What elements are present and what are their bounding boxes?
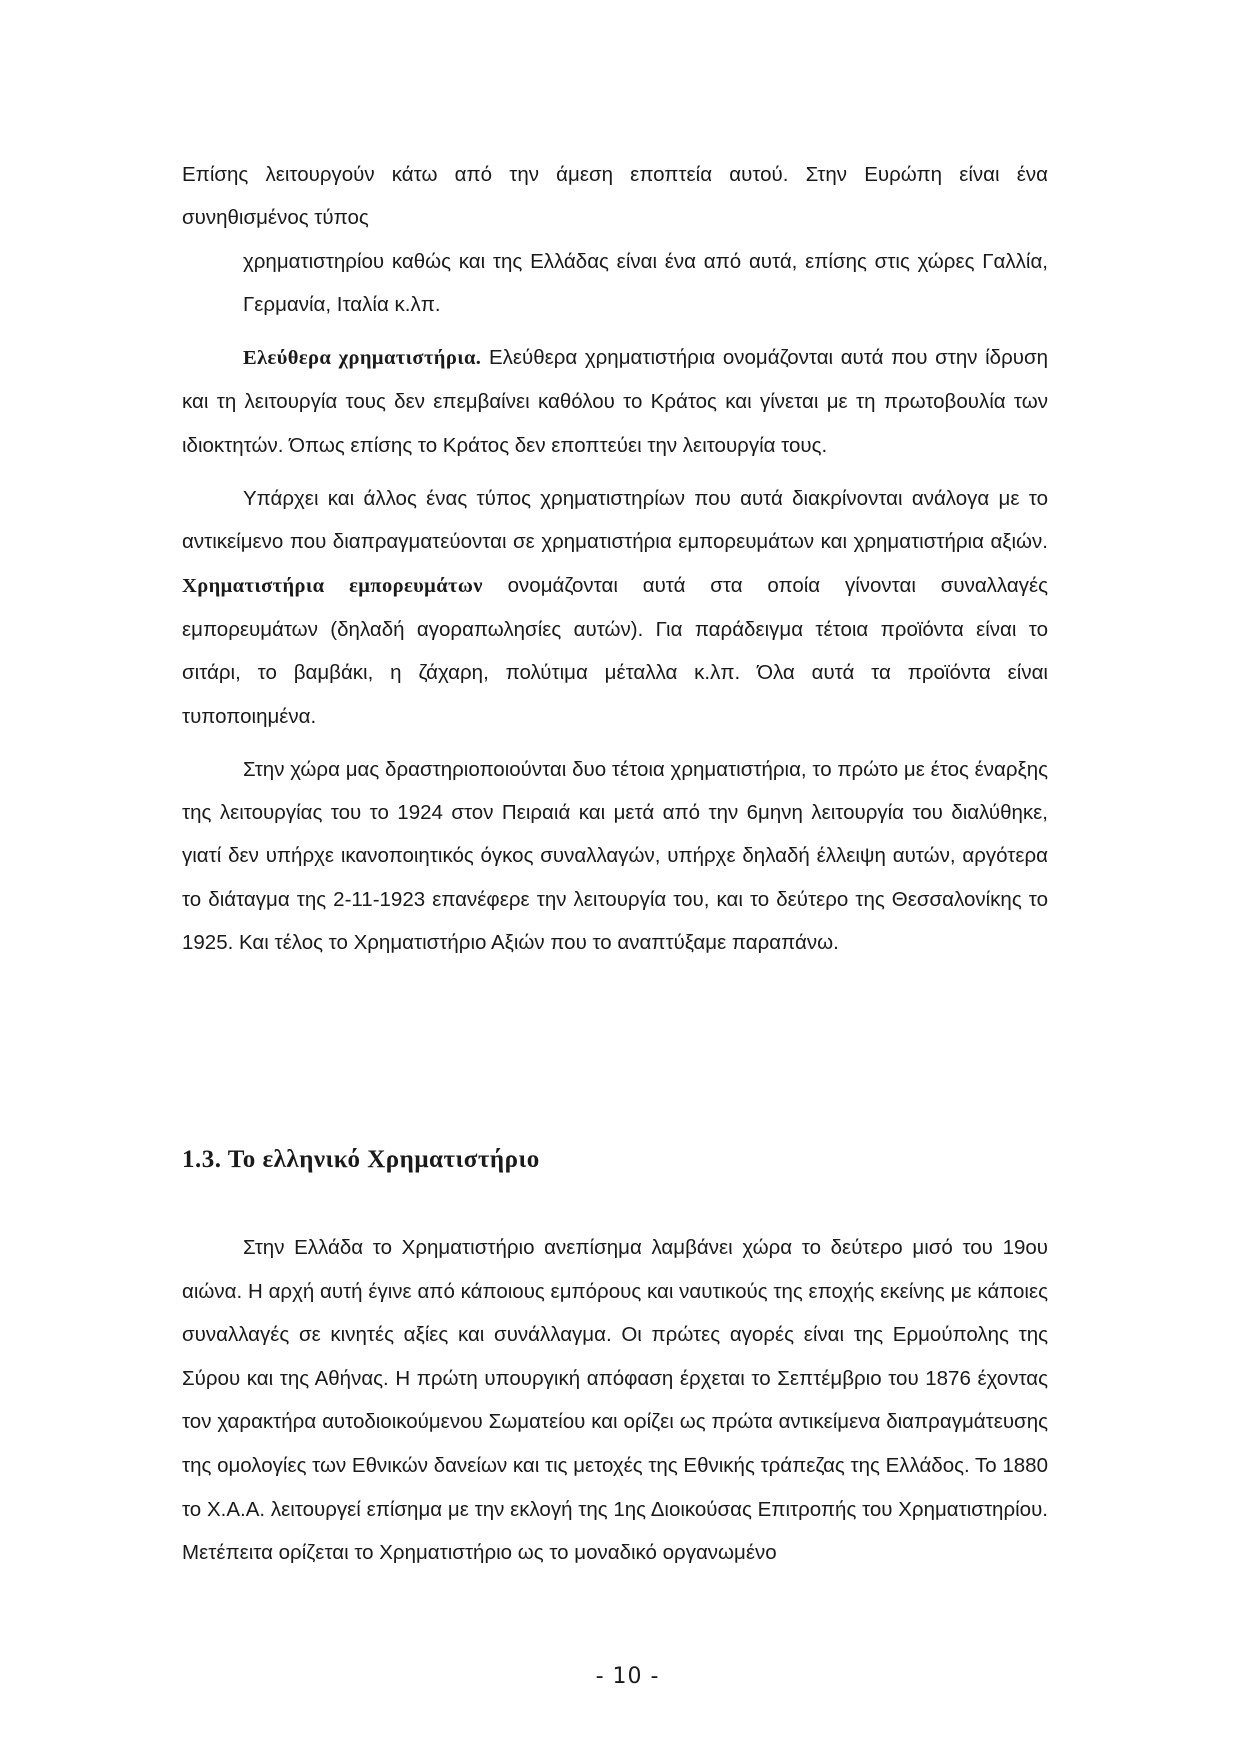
page-number: - 10 -: [595, 1664, 660, 1689]
paragraph-greek-exchange-history: Στην Ελλάδα το Χρηματιστήριο ανεπίσημα λαμβάνει χώρα το δεύτερο μισό του 19ου αιώνα. Η αρχή αυτή έγινε από κάποιους εμπόρους και ναυτικούς της εποχής εκείνης με κάποιες συναλλαγές σε κινητές αξίες και συνάλλαγμα. Οι πρώτες αγορές είναι της Ερμούπολης της Σύρου και της Αθήνας. Η πρώτη υπουργική απόφαση έρχεται το Σεπτέμβριο του 1876 έχοντας τον χαρακτήρα αυτοδιοικούμενου Σωματείου και ορίζει ως πρώτα αντικείμενα διαπραγμάτευσης της ομολογίες των Εθνικών δανείων και τις μετοχές της Εθνικής τράπεζας της Ελλάδος. Το 1880 το Χ.Α.Α. λειτουργεί επίσημα με την εκλογή της 1ης Διοικούσας Επιτροπής του Χρηματιστηρίου. Μετέπειτα ορίζεται το Χρηματιστήριο ως το μοναδικό οργανωμένο: [182, 1236, 1048, 1565]
document-body: [182, 153, 1048, 964]
paragraph-1-line-2: [182, 240, 1048, 327]
paragraph-free-exchanges: [182, 336, 1048, 467]
term-commodity-exchanges: Χρηματιστήρια εμπορευμάτων: [182, 574, 483, 597]
paragraph-commodity-exchanges-text-a: Υπάρχει και άλλος ένας τύπος χρηματιστηρίων που αυτά διακρίνονται ανάλογα με το αντικείμενο που διαπραγματεύονται σε χρηματιστήρια εμπορευμάτων και χρηματιστήρια αξιών.: [182, 487, 1048, 554]
paragraph-1-line-2-text: χρηματιστηρίου καθώς και της Ελλάδας είναι ένα από αυτά, επίσης στις χώρες Γαλλία, Γερμανία, Ιταλία κ.λπ.: [243, 249, 1048, 316]
paragraph-greek-exchanges: Στην χώρα μας δραστηριοποιούνται δυο τέτοια χρηματιστήρια, το πρώτο με έτος έναρξης της λειτουργίας του το 1924 στον Πειραιά και μετά από την 6μηνη λειτουργία του διαλύθηκε, γιατί δεν υπήρχε ικανοποιητικός όγκος συναλλαγών, υπήρχε δηλαδή έλλειψη αυτών, αργότερα το διάταγμα της 2-11-1923 επανέφερε την λειτουργία του, και το δεύτερο της Θεσσαλονίκης το 1925. Και τέλος το Χρηματιστήριο Αξιών που το αναπτύξαμε παραπάνω.: [182, 757, 1048, 955]
section-body: [182, 1226, 1048, 1575]
spacer: [182, 738, 1048, 748]
spacer: [182, 326, 1048, 336]
paragraph-free-exchanges-text: Ελεύθερα χρηματιστήρια ονομάζονται αυτά που στην ίδρυση και τη λειτουργία τους δεν επεμβαίνει καθόλου το Κράτος και γίνεται με τη πρωτοβουλία των ιδιοκτητών. Όπως επίσης το Κράτος δεν εποπτεύει την λειτουργία τους.: [182, 346, 1049, 457]
paragraph-1-line-1: Επίσης λειτουργούν κάτω από την άμεση εποπτεία αυτού. Στην Ευρώπη είναι ένα συνηθισμένος τύπος: [182, 163, 1048, 230]
paragraph-commodity-exchanges: [182, 477, 1048, 738]
term-free-exchanges: Ελεύθερα χρηματιστήρια.: [243, 347, 482, 370]
section-heading: 1.3. Το ελληνικό Χρηματιστήριο: [182, 1146, 540, 1173]
paragraph-commodity-exchanges-text-b: ονομάζονται αυτά στα οποία γίνονται συναλλαγές εμπορευμάτων (δηλαδή αγοραπωλησίες αυτών). Για παράδειγμα τέτοια προϊόντα είναι το σιτάρι, το βαμβάκι, η ζάχαρη, πολύτιμα μέταλλα κ.λπ. Όλα αυτά τα προϊόντα είναι τυποποιημένα.: [182, 573, 1048, 728]
spacer: [182, 467, 1048, 477]
